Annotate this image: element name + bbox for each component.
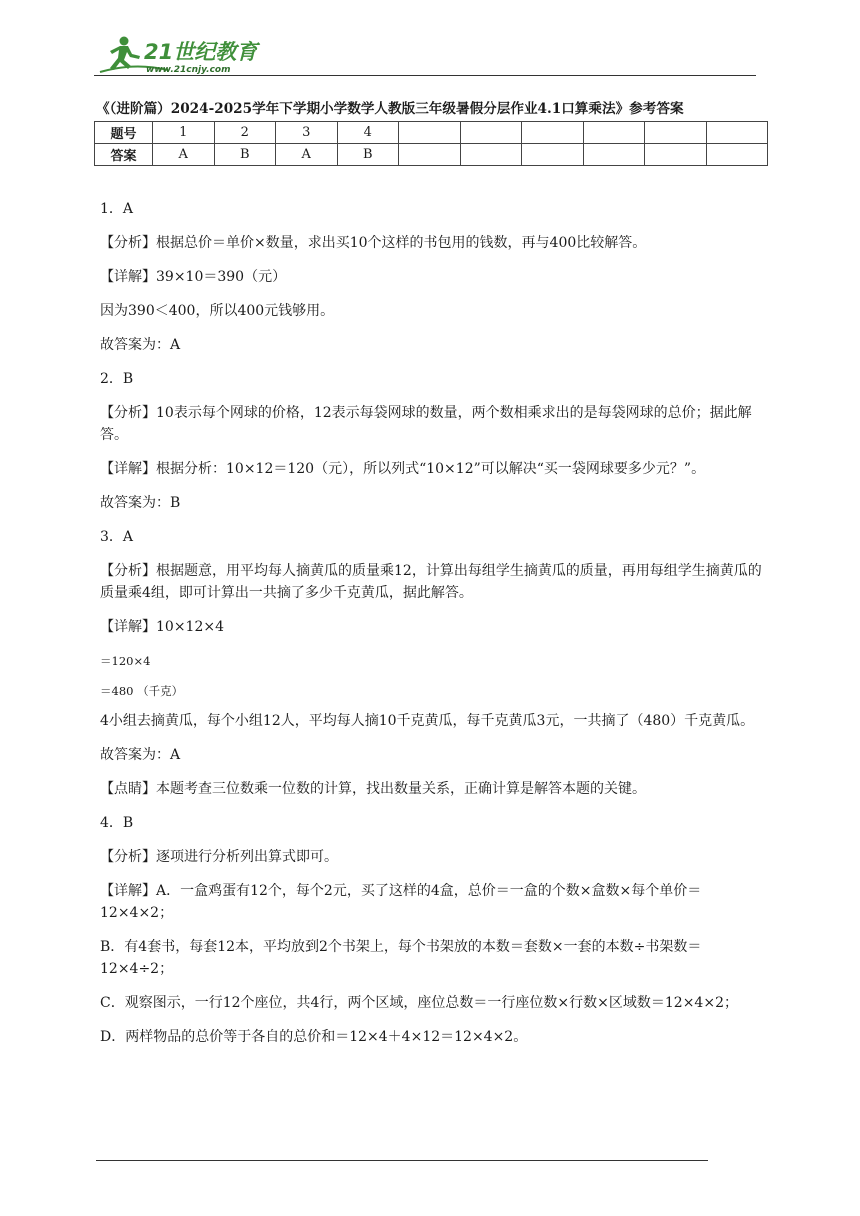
answer-cell	[583, 144, 645, 166]
answer-table-row-answers	[95, 144, 768, 166]
question-number-cell	[522, 122, 584, 144]
answer-cell: B	[337, 144, 399, 166]
paragraph: D．两样物品的总价等于各自的总价和＝12×4＋4×12＝12×4×2。	[100, 1029, 528, 1045]
paragraph: 3．A	[100, 529, 134, 545]
question-number-cell: 3	[276, 122, 338, 144]
answer-cell	[645, 144, 707, 166]
paragraph: 故答案为：B	[100, 495, 181, 511]
paragraph: 【详解】A．一盒鸡蛋有12个，每个2元，买了这样的4盒，总价＝一盒的个数×盒数×每个单价＝12×4×2；	[100, 883, 702, 921]
answer-cell	[522, 144, 584, 166]
question-number-cell: 1	[153, 122, 215, 144]
answer-cell	[460, 144, 522, 166]
paragraph: 【分析】根据总价＝单价×数量，求出买10个这样的书包用的钱数，再与400比较解答。	[100, 235, 647, 251]
question-number-cell	[706, 122, 768, 144]
site-logo	[94, 32, 264, 78]
paragraph: 4小组去摘黄瓜，每个小组12人，平均每人摘10千克黄瓜，每千克黄瓜3元，一共摘了（480）千克黄瓜。	[100, 713, 755, 729]
answer-table	[94, 121, 768, 166]
question-number-cell: 2	[214, 122, 276, 144]
paragraph: 2．B	[100, 371, 134, 387]
answer-cell: A	[153, 144, 215, 166]
paragraph: 4．B	[100, 815, 134, 831]
paragraph: 【详解】10×12×4	[100, 619, 224, 635]
paragraph: ＝120×4	[100, 654, 151, 668]
paragraph: ＝480 （千克）	[100, 684, 184, 698]
footer-divider	[96, 1160, 708, 1161]
question-number-cell: 4	[337, 122, 399, 144]
header-divider	[94, 75, 756, 76]
paragraph: 1．A	[100, 201, 134, 217]
document-title: 《（进阶篇）2024-2025学年下学期小学数学人教版三年级暑假分层作业4.1口算乘法》参考答案	[96, 101, 684, 117]
logo-text: 21世纪教育	[144, 40, 258, 64]
paragraph: 【点睛】本题考查三位数乘一位数的计算，找出数量关系，正确计算是解答本题的关键。	[100, 781, 646, 797]
answer-cell: A	[276, 144, 338, 166]
paragraph: 故答案为：A	[100, 747, 181, 763]
question-number-cell	[399, 122, 461, 144]
answer-cell	[399, 144, 461, 166]
row-label: 答案	[95, 144, 153, 166]
question-number-cell	[583, 122, 645, 144]
answer-table-row-numbers	[95, 122, 768, 144]
answer-cell: B	[214, 144, 276, 166]
paragraph: 【分析】根据题意，用平均每人摘黄瓜的质量乘12，计算出每组学生摘黄瓜的质量，再用每组学生摘黄瓜的质量乘4组，即可计算出一共摘了多少千克黄瓜，据此解答。	[100, 563, 762, 601]
question-number-cell	[460, 122, 522, 144]
answer-cell	[706, 144, 768, 166]
question-number-cell	[645, 122, 707, 144]
paragraph: 【分析】逐项进行分析列出算式即可。	[100, 849, 338, 865]
paragraph: 【详解】39×10＝390（元）	[100, 269, 287, 285]
paragraph: 【分析】10表示每个网球的价格，12表示每袋网球的数量，两个数相乘求出的是每袋网球的总价；据此解答。	[100, 405, 752, 443]
answer-explanations	[100, 198, 762, 1060]
logo-url: www.21cnjy.com	[146, 65, 231, 75]
paragraph: 因为390＜400，所以400元钱够用。	[100, 303, 335, 319]
paragraph: B．有4套书，每套12本，平均放到2个书架上，每个书架放的本数＝套数×一套的本数÷书架数＝12×4÷2；	[100, 939, 702, 977]
paragraph: 【详解】根据分析：10×12＝120（元），所以列式“10×12”可以解决“买一袋网球要多少元？”。	[100, 461, 706, 477]
row-label: 题号	[95, 122, 153, 144]
paragraph: 故答案为：A	[100, 337, 181, 353]
paragraph: C．观察图示，一行12个座位，共4行，两个区域，座位总数＝一行座位数×行数×区域数＝12×4×2；	[100, 995, 738, 1011]
